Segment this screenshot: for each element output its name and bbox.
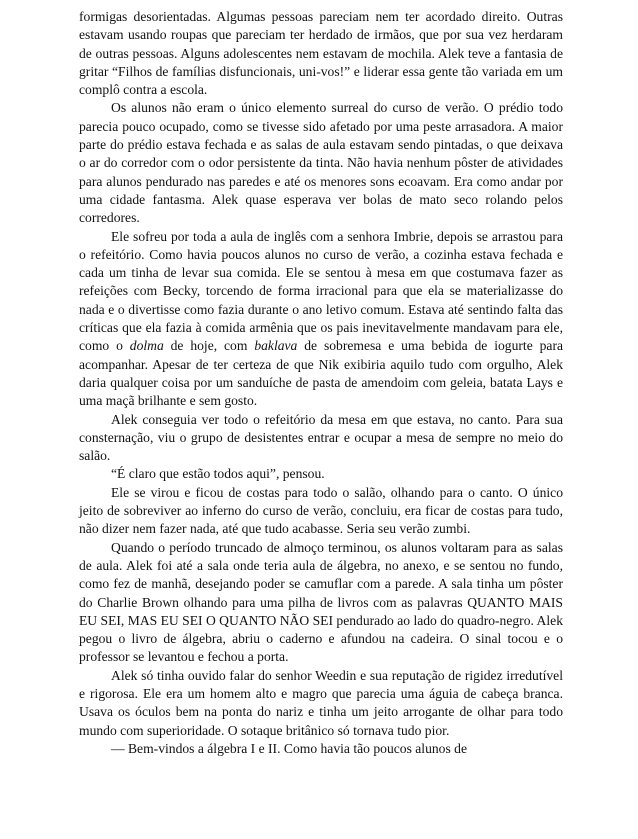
text-run: Ele se virou e ficou de costas para todo o salão, olhando para o canto. O único jeito de sobreviver ao inferno do curso de verão, concluiu, era ficar de costas para tudo, não dizer nem fazer nada, até que tudo acabasse. Seria seu verão zumbi. <box>79 484 563 537</box>
paragraph-3 <box>79 411 563 466</box>
italic-text: dolma <box>129 338 164 354</box>
text-run: Alek conseguia ver todo o refeitório da mesa em que estava, no canto. Para sua consternação, viu o grupo de desistentes entrar e ocupar a mesa de sempre no meio do salão. <box>79 411 563 464</box>
text-run: de hoje, com <box>163 338 255 354</box>
text-run: de sobremesa e uma bebida de iogurte para acompanhar. Apesar de ter certeza de que Nik exibiria aquilo tudo com orgulho, Alek daria qualquer coisa por um sanduíche de pasta de amendoim com geleia, batata Lays e uma maçã brilhante e sem gosto. <box>79 338 563 409</box>
text-run: Ele sofreu por toda a aula de inglês com a senhora Imbrie, depois se arrastou para o refeitório. Como havia poucos alunos no curso de verão, a cozinha estava fechada e cada um tinha de levar sua comida. Ele se sentou à mesa em que costumava fazer as refeições com Becky, torcendo de forma irracional para que ela se materializasse do nada e o divertisse como fazia durante o ano letivo comum. Estava até sentindo falta das críticas que ela fazia à comida armênia que os pais inevitavelmente mandavam para ele, como o <box>79 228 563 354</box>
text-run: Quando o período truncado de almoço terminou, os alunos voltaram para as salas de aula. Alek foi até a sala onde teria aula de álgebra, no anexo, e se sentou no fundo, como fez de manhã, desejando poder se camuflar com a parede. A sala tinha um pôster do Charlie Brown olhando para uma pilha de livros com as palavras QUANTO MAIS EU SEI, MAS EU SEI O QUANTO NÃO SEI pendurado ao lado do quadro-negro. Alek pegou o livro de álgebra, abriu o caderno e afundou na cadeira. O sinal tocou e o professor se levantou e fechou a porta. <box>79 539 563 665</box>
paragraph-5 <box>79 484 563 539</box>
text-run: — Bem-vindos a álgebra I e II. Como havia tão poucos alunos de <box>111 740 467 756</box>
text-run: Os alunos não eram o único elemento surreal do curso de verão. O prédio todo parecia pouco ocupado, como se tivesse sido afetado por uma peste arrasadora. A maior parte do prédio estava fechada e as salas de aula estavam sendo pintadas, o que deixava o ar do corredor com o odor persistente da tinta. Não havia nenhum pôster de atividades para alunos pendurado nas paredes e até os menores sons ecoavam. Era como andar por uma cidade fantasma. Alek quase esperava ver bolas de mato seco rolando pelos corredores. <box>79 100 563 226</box>
italic-text: baklava <box>254 338 298 354</box>
paragraph-0 <box>79 8 563 99</box>
text-run: “É claro que estão todos aqui”, pensou. <box>111 466 325 482</box>
text-run: Alek só tinha ouvido falar do senhor Weedin e sua reputação de rigidez irredutível e rigorosa. Ele era um homem alto e magro que parecia uma águia de cabeça branca. Usava os óculos bem na ponta do nariz e tinha um jeito arrogante de olhar para todo mundo com superioridade. O sotaque britânico só tornava tudo pior. <box>79 667 563 738</box>
paragraph-4 <box>79 465 563 483</box>
book-page <box>79 8 563 758</box>
paragraph-8 <box>79 740 563 758</box>
paragraph-2 <box>79 228 563 411</box>
text-run: formigas desorientadas. Algumas pessoas pareciam nem ter acordado direito. Outras estavam usando roupas que pareciam ter herdado de irmãos, que por sua vez herdaram de outras pessoas. Alguns adolescentes nem estavam de mochila. Alek teve a fantasia de gritar “Filhos de famílias disfuncionais, uni-vos!” e liderar essa gente tão variada em um complô contra a escola. <box>79 9 563 98</box>
paragraph-6 <box>79 539 563 667</box>
paragraph-7 <box>79 667 563 740</box>
paragraph-1 <box>79 99 563 227</box>
